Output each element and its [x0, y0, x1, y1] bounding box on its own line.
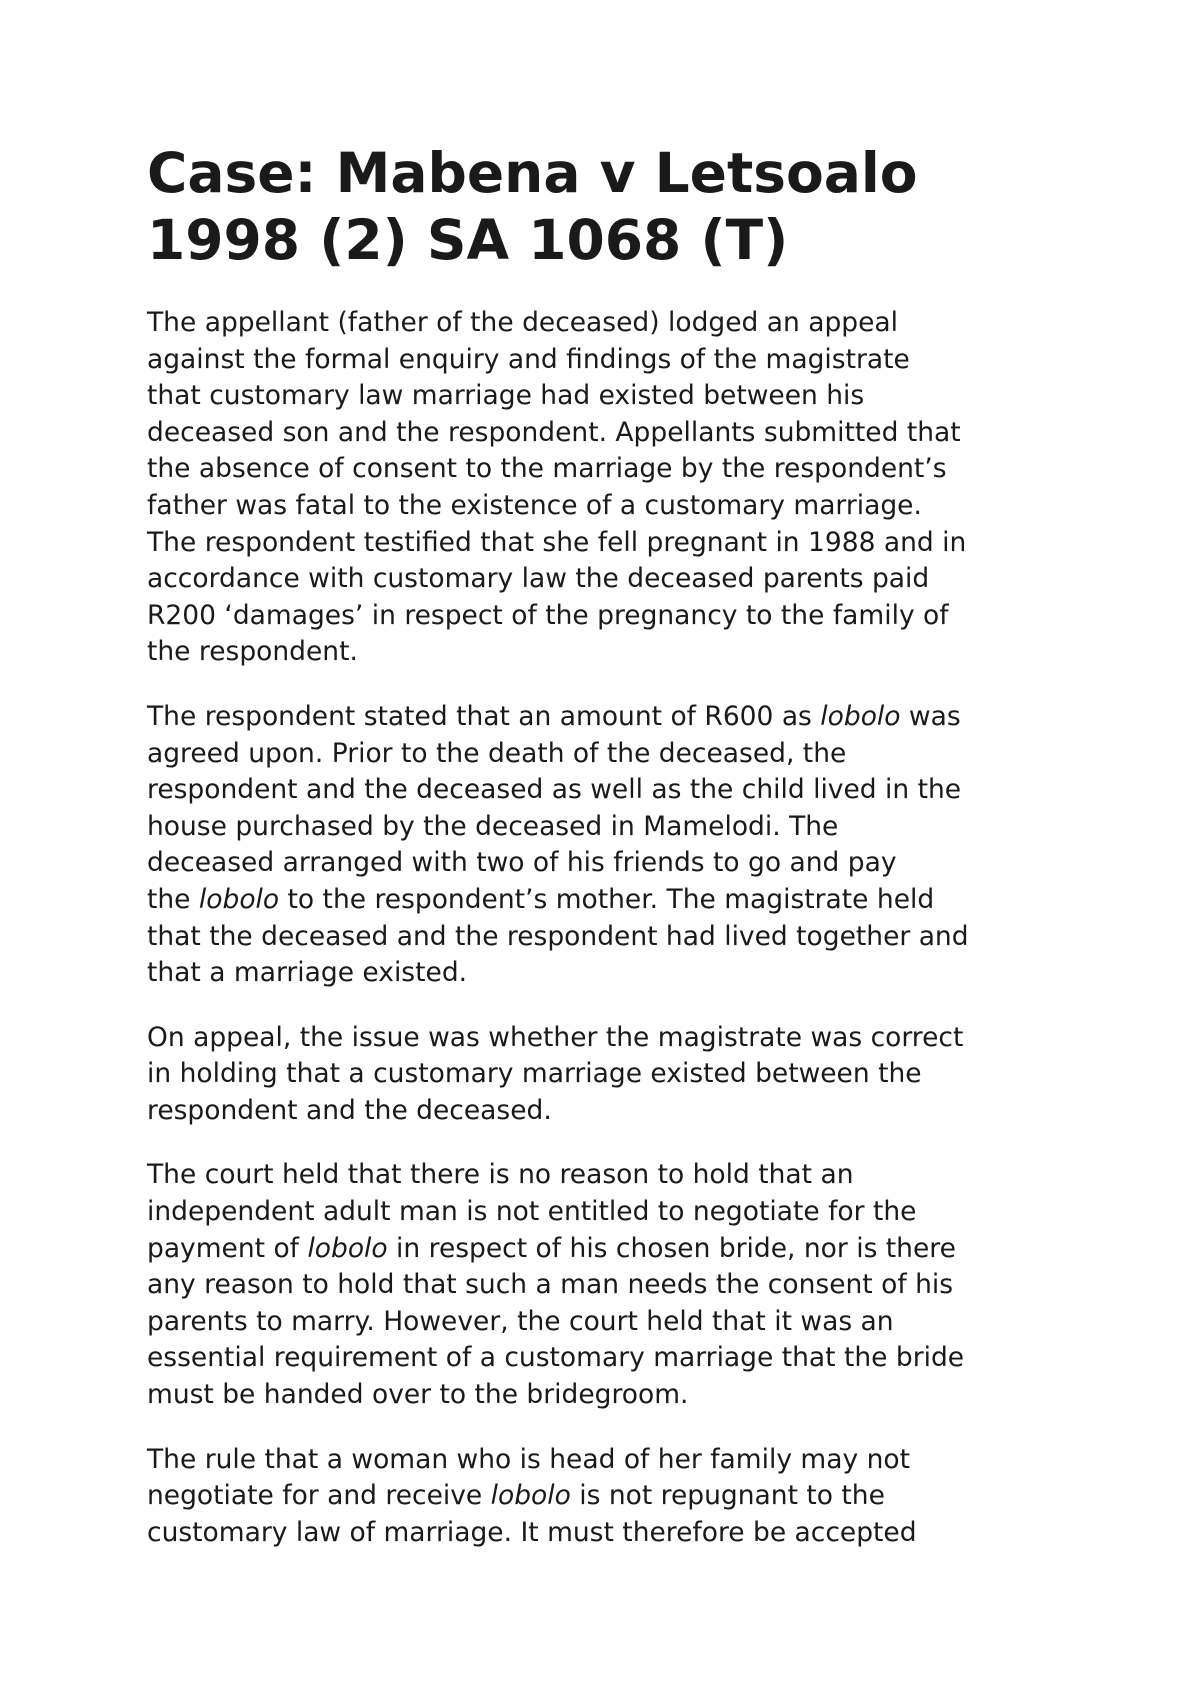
text-line: that the deceased and the respondent had lived together and: [147, 920, 969, 952]
document-body: [147, 305, 1087, 1551]
title-line-1: Case: Mabena v Letsoalo: [147, 141, 918, 205]
text-line: the absence of consent to the marriage by the respondent’s: [147, 453, 947, 485]
text-line: customary law of marriage. It must therefore be accepted: [147, 1516, 917, 1548]
italic-term: lobolo: [307, 1232, 388, 1264]
text-line: against the formal enquiry and findings of the magistrate: [147, 343, 910, 375]
text-segment: The respondent stated that an amount of R600 as: [147, 700, 821, 732]
text-line: that customary law marriage had existed between his: [147, 380, 865, 412]
italic-term: lobolo: [820, 700, 901, 732]
text-line: respondent and the deceased.: [147, 1094, 552, 1126]
text-line: [147, 699, 1087, 736]
text-line: the respondent.: [147, 636, 358, 668]
text-line: house purchased by the deceased in Mamelodi. The: [147, 810, 839, 842]
text-line: independent adult man is not entitled to negotiate for the: [147, 1196, 917, 1228]
text-line: The respondent testified that she fell pregnant in 1988 and in: [147, 526, 967, 558]
text-segment: to the respondent’s mother. The magistrate held: [279, 883, 935, 915]
text-segment: was: [900, 700, 961, 732]
text-line: that a marriage existed.: [147, 957, 468, 989]
text-segment: payment of: [147, 1232, 308, 1264]
text-line: agreed upon. Prior to the death of the deceased, the: [147, 737, 847, 769]
text-line: must be handed over to the bridegroom.: [147, 1379, 689, 1411]
text-line: The appellant (father of the deceased) lodged an appeal: [147, 307, 899, 338]
text-line: The rule that a woman who is head of her family may not: [147, 1443, 910, 1475]
text-line: father was fatal to the existence of a customary marriage.: [147, 489, 922, 521]
text-segment: is not repugnant to the: [570, 1480, 885, 1512]
italic-term: lobolo: [198, 883, 280, 915]
text-line: [147, 882, 1087, 919]
text-line: deceased arranged with two of his friends to go and pay: [147, 847, 897, 879]
document-title: [147, 140, 1087, 274]
paragraph: [147, 699, 1087, 992]
text-line: essential requirement of a customary marriage that the bride: [147, 1342, 965, 1374]
text-line: parents to marry. However, the court held that it was an: [147, 1305, 894, 1337]
paragraph: [147, 1442, 1087, 1552]
text-line: respondent and the deceased as well as the child lived in the: [147, 774, 962, 806]
document-page: [147, 140, 1087, 1579]
text-line: R200 ‘damages’ in respect of the pregnancy to the family of: [147, 599, 949, 631]
text-line: The court held that there is no reason to hold that an: [147, 1159, 854, 1191]
text-line: deceased son and the respondent. Appellants submitted that: [147, 416, 961, 448]
text-line: accordance with customary law the deceased parents paid: [147, 563, 930, 595]
text-line: On appeal, the issue was whether the magistrate was correct: [147, 1021, 964, 1053]
title-line-2: 1998 (2) SA 1068 (T): [147, 208, 789, 272]
text-segment: in respect of his chosen bride, nor is there: [387, 1232, 956, 1264]
text-line: [147, 1478, 1087, 1515]
text-line: [147, 1231, 1087, 1268]
paragraph: [147, 1157, 1087, 1413]
text-segment: negotiate for and receive: [147, 1480, 491, 1512]
paragraph: [147, 1020, 1087, 1130]
italic-term: lobolo: [490, 1480, 571, 1512]
text-line: in holding that a customary marriage existed between the: [147, 1058, 922, 1090]
text-segment: the: [147, 883, 199, 915]
paragraph: [147, 305, 1087, 671]
text-line: any reason to hold that such a man needs the consent of his: [147, 1269, 954, 1301]
